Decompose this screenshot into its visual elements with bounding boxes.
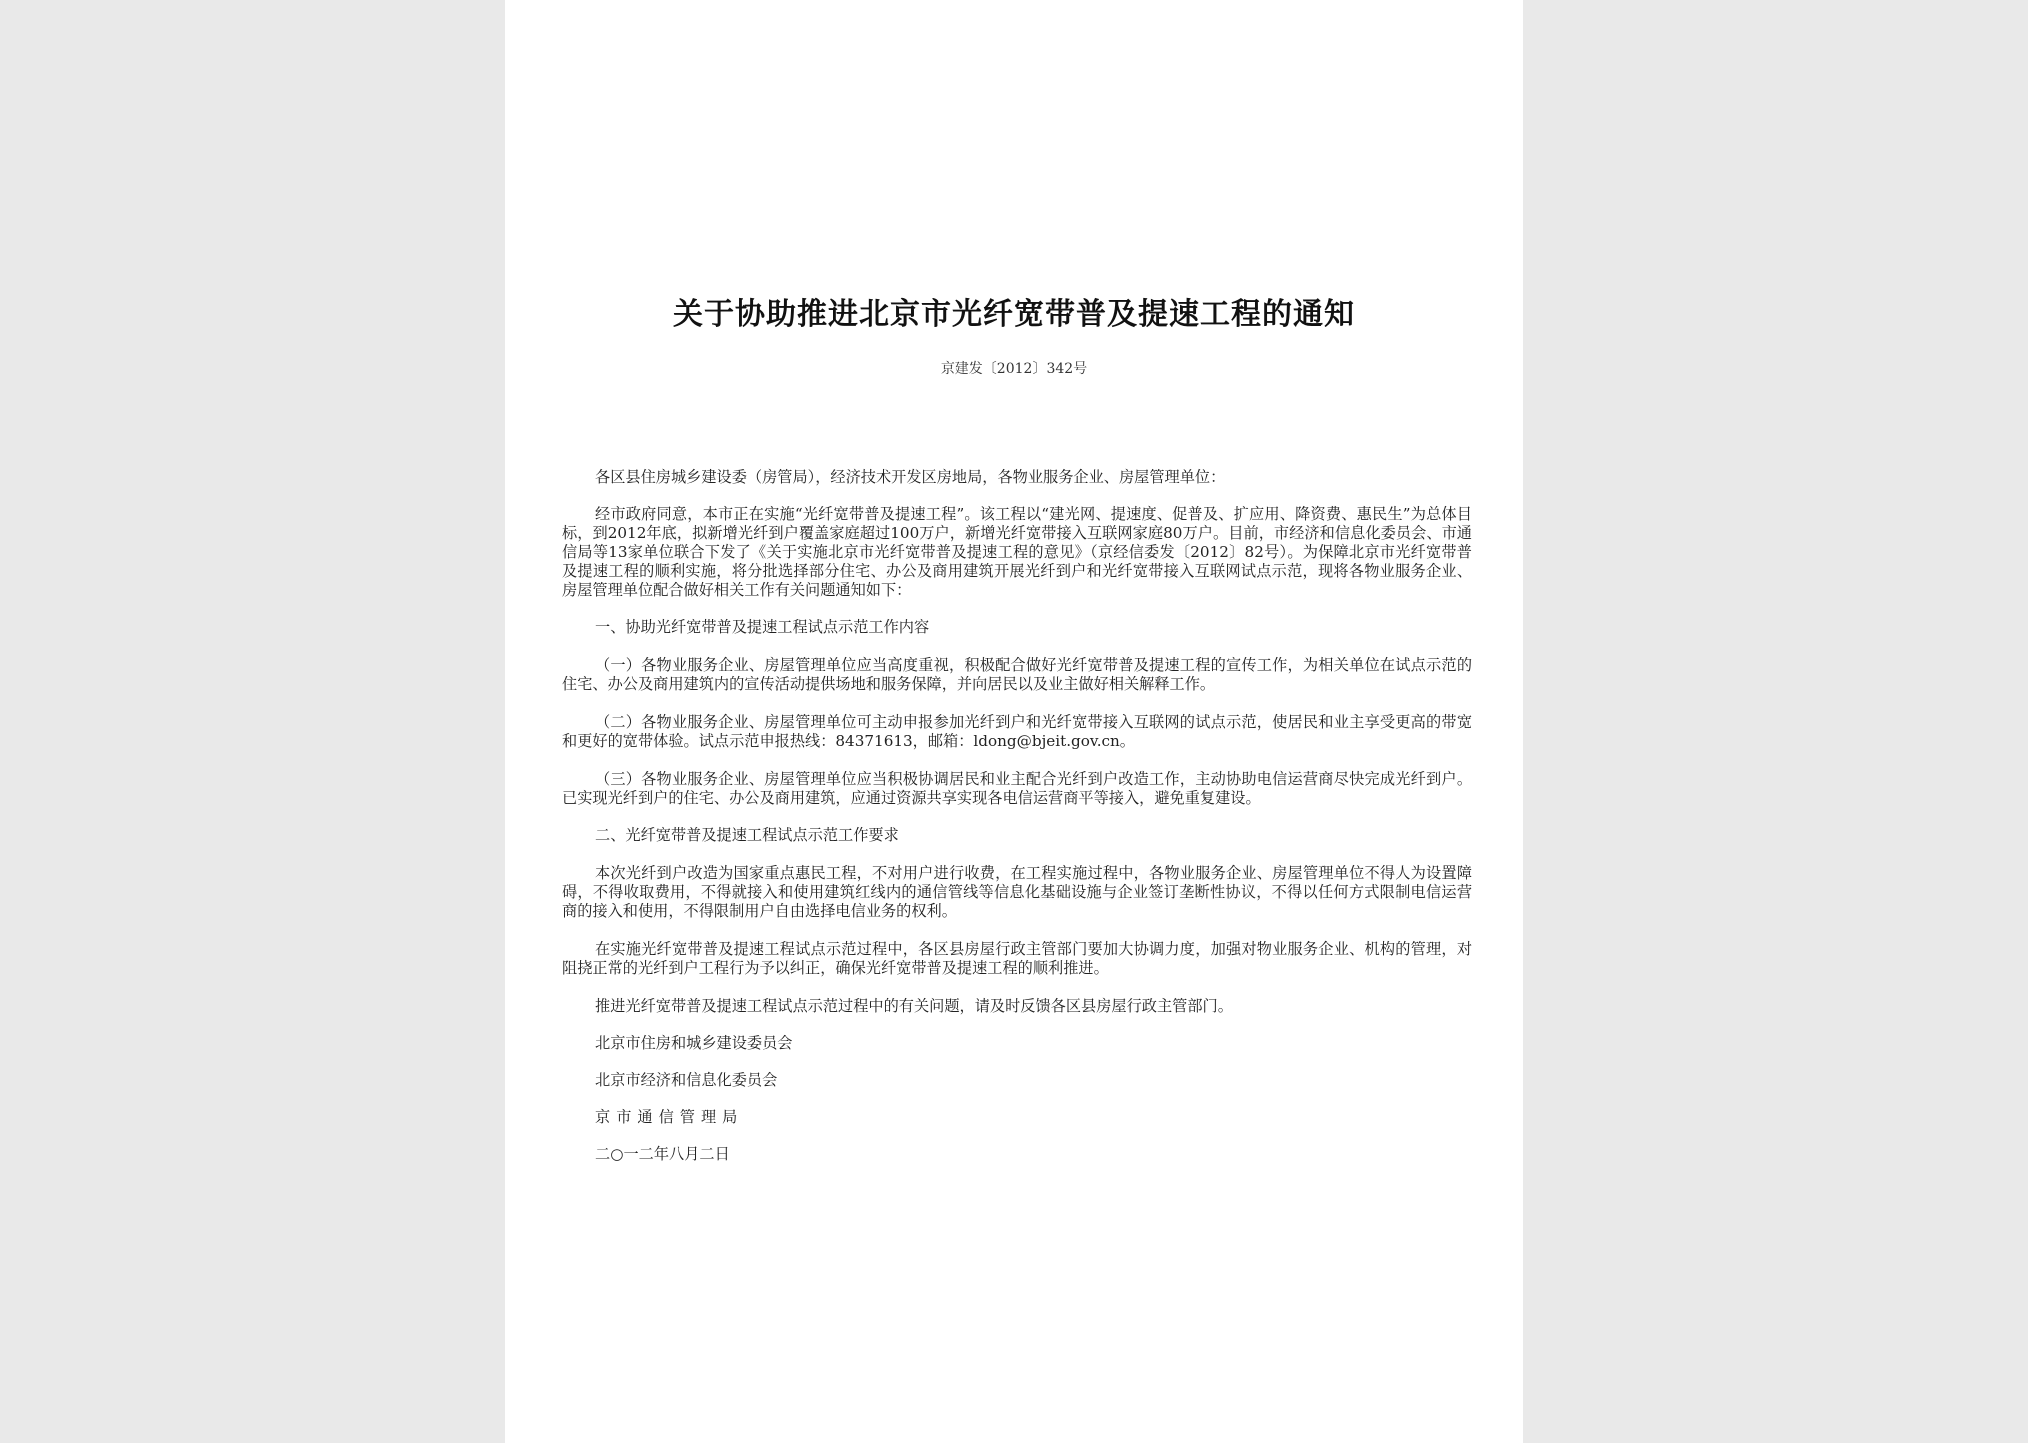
item-1-paragraph: （一）各物业服务企业、房屋管理单位应当高度重视，积极配合做好光纤宽带普及提速工程的宣传工作，为相关单位在试点示范的住宅、办公及商用建筑内的宣传活动提供场地和服务保障，并向居民以及业主做好相关解释工作。 xyxy=(562,656,1472,693)
document-title: 关于协助推进北京市光纤宽带普及提速工程的通知 xyxy=(673,297,1355,332)
document-page xyxy=(505,0,1523,1443)
salutation: 各区县住房城乡建设委（房管局），经济技术开发区房地局，各物业服务企业、房屋管理单位： xyxy=(595,468,1226,486)
item-3-paragraph: （三）各物业服务企业、房屋管理单位应当积极协调居民和业主配合光纤到户改造工作，主动协助电信运营商尽快完成光纤到户。已实现光纤到户的住宅、办公及商用建筑，应通过资源共享实现各电信运营商平等接入，避免重复建设。 xyxy=(562,770,1472,807)
intro-paragraph: 经市政府同意，本市正在实施“光纤宽带普及提速工程”。该工程以“建光网、提速度、促普及、扩应用、降资费、惠民生”为总体目标，到2012年底，拟新增光纤到户覆盖家庭超过100万户，新增光纤宽带接入互联网家庭80万户。目前，市经济和信息化委员会、市通信局等13家单位联合下发了《关于实施北京市光纤宽带普及提速工程的意见》（京经信委发〔2012〕82号）。为保障北京市光纤宽带普及提速工程的顺利实施，将分批选择部分住宅、办公及商用建筑开展光纤到户和光纤宽带接入互联网试点示范，现将各物业服务企业、房屋管理单位配合做好相关工作有关问题通知如下： xyxy=(562,505,1472,599)
section-heading-2: 二、光纤宽带普及提速工程试点示范工作要求 xyxy=(595,826,899,844)
requirement-paragraph-b: 在实施光纤宽带普及提速工程试点示范过程中，各区县房屋行政主管部门要加大协调力度，加强对物业服务企业、机构的管理，对阻挠正常的光纤到户工程行为予以纠正，确保光纤宽带普及提速工程的顺利推进。 xyxy=(562,940,1472,977)
signatory-2: 北京市经济和信息化委员会 xyxy=(595,1071,778,1089)
requirement-paragraph-c: 推进光纤宽带普及提速工程试点示范过程中的有关问题，请及时反馈各区县房屋行政主管部门。 xyxy=(595,997,1233,1015)
requirement-paragraph-a: 本次光纤到户改造为国家重点惠民工程，不对用户进行收费，在工程实施过程中，各物业服务企业、房屋管理单位不得人为设置障碍，不得收取费用，不得就接入和使用建筑红线内的通信管线等信息化基础设施与企业签订垄断性协议，不得以任何方式限制电信运营商的接入和使用，不得限制用户自由选择电信业务的权利。 xyxy=(562,864,1472,920)
document-body xyxy=(562,468,1472,1164)
document-number: 京建发〔2012〕342号 xyxy=(940,361,1088,377)
section-heading-1: 一、协助光纤宽带普及提速工程试点示范工作内容 xyxy=(595,618,930,636)
document-date: 二○一二年八月二日 xyxy=(595,1145,730,1163)
signatory-3: 京市通信管理局 xyxy=(595,1108,744,1126)
item-2-paragraph: （二）各物业服务企业、房屋管理单位可主动申报参加光纤到户和光纤宽带接入互联网的试点示范，使居民和业主享受更高的带宽和更好的宽带体验。试点示范申报热线：84371613，邮箱：ldong@bjeit.gov.cn。 xyxy=(562,713,1472,750)
signatory-1: 北京市住房和城乡建设委员会 xyxy=(595,1034,793,1052)
